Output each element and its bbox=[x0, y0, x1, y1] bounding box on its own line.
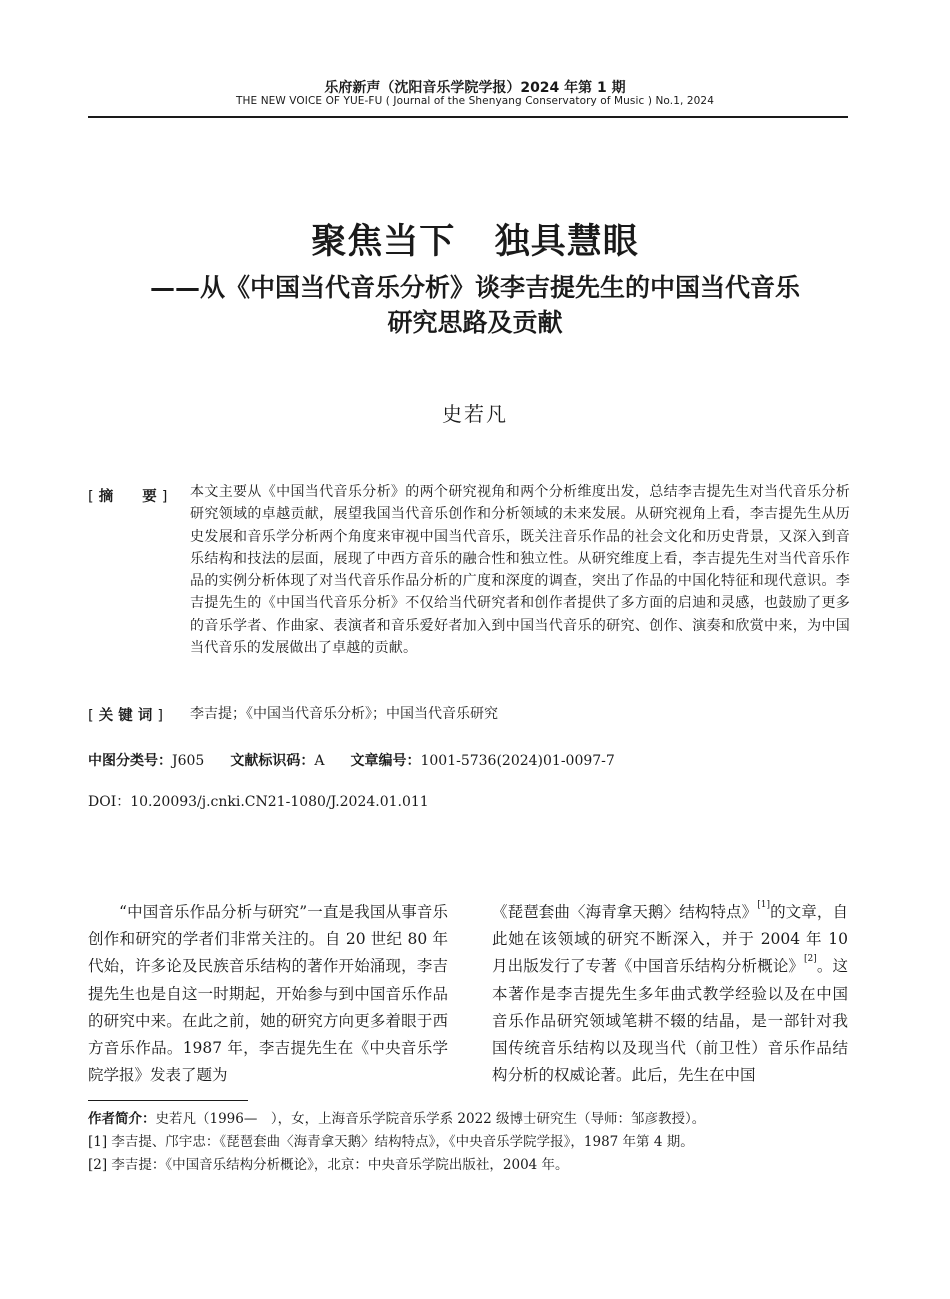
citation-ref-2: [2] bbox=[804, 954, 817, 965]
journal-header-cn: 乐府新声（沈阳音乐学院学报）2024 年第 1 期 bbox=[324, 80, 626, 96]
body-left-column bbox=[88, 899, 448, 1089]
doc-code-label: 文献标识码： bbox=[230, 753, 315, 769]
abstract-label-text: 摘 要 bbox=[98, 489, 157, 505]
body-right-text-3: 。这本著作是李吉提先生多年曲式教学经验以及在中国音乐作品研究领域笔耕不辍的结晶，是一部针对我国传统音乐结构以及现当代（前卫性）音乐作品结构分析的权威论著。此后，先生在中国 bbox=[492, 957, 848, 1085]
article-number-label: 文章编号： bbox=[350, 753, 421, 769]
body-right-text-2: 的文章，自此她在该领域的研究不断深入，并于 2004 年 10 月出版发行了专著《中国音乐结构分析概论》 bbox=[492, 903, 848, 976]
footnote-author-bio bbox=[88, 1107, 705, 1127]
footnote-1: [1] 李吉提、邝宇忠：《琵琶套曲〈海青拿天鹅〉结构特点》，《中央音乐学院学报》，1987 年第 4 期。 bbox=[88, 1134, 694, 1150]
clc-label: 中图分类号： bbox=[88, 753, 172, 769]
author-name: 史若凡 bbox=[442, 402, 508, 426]
clc-value: J605 bbox=[172, 753, 205, 769]
footnote-rule bbox=[88, 1100, 248, 1101]
author-bio-label: 作者简介： bbox=[88, 1111, 156, 1127]
article-subtitle-line2: 研究思路及贡献 bbox=[387, 308, 563, 337]
article-number-value: 1001-5736(2024)01-0097-7 bbox=[420, 753, 615, 769]
article-title: 聚焦当下 独具慧眼 bbox=[311, 222, 639, 262]
doi-row bbox=[88, 791, 429, 811]
footnote-2: [2] 李吉提：《中国音乐结构分析概论》，北京：中央音乐学院出版社，2004 年。 bbox=[88, 1157, 569, 1173]
keywords-label-text: 关 键 词 bbox=[98, 708, 153, 724]
doc-code-value: A bbox=[314, 753, 325, 769]
abstract-text: 本文主要从《中国当代音乐分析》的两个研究视角和两个分析维度出发，总结李吉提先生对当代音乐分析研究领域的卓越贡献，展望我国当代音乐创作和分析领域的未来发展。从研究视角上看，李吉提先生从历史发展和音乐学分析两个角度来审视中国当代音乐，既关注音乐作品的社会文化和历史背景，又深入到音乐结构和技法的层面，展现了中西方音乐的融合性和独立性。从研究维度上看，李吉提先生对当代音乐作品的实例分析体现了对当代音乐作品分析的广度和深度的调查，突出了作品的中国化特征和现代意识。李吉提先生的《中国当代音乐分析》不仅给当代研究者和创作者提供了多方面的启迪和灵感，也鼓励了更多的音乐学者、作曲家、表演者和音乐爱好者加入到中国当代音乐的研究、创作、演奏和欣赏中来，为中国当代音乐的发展做出了卓越的贡献。 bbox=[190, 484, 850, 657]
body-left-text: “中国音乐作品分析与研究”一直是我国从事音乐创作和研究的学者们非常关注的。自 20 世纪 80 年代始，许多论及民族音乐结构的著作开始涌现，李吉提先生也是自这一时期起，开始参与到中国音乐作品的研究中来。在此之前，她的研究方向更多着眼于西方音乐作品。1987 年，李吉提先生在《中央音乐学院学报》发表了题为 bbox=[88, 903, 448, 1085]
body-right-text-1: 《琵琶套曲〈海青拿天鹅〉结构特点》 bbox=[492, 903, 758, 921]
classification-row bbox=[88, 750, 615, 770]
header-rule bbox=[88, 116, 848, 118]
citation-ref-1: [1] bbox=[757, 900, 770, 910]
keywords-label: [ 关 键 词 ] bbox=[88, 708, 164, 724]
journal-header-en: THE NEW VOICE OF YUE-FU ( Journal of the Shenyang Conservatory of Music ) No.1, 2024 bbox=[236, 95, 714, 107]
author-bio-text: 史若凡（1996— ），女，上海音乐学院音乐学系 2022 级博士研究生（导师：邹彦教授）。 bbox=[155, 1111, 706, 1127]
keywords-text: 李吉提；《中国当代音乐分析》；中国当代音乐研究 bbox=[190, 706, 498, 722]
body-right-column bbox=[492, 899, 848, 1089]
doi-label: DOI： bbox=[88, 794, 131, 810]
doi-value: 10.20093/j.cnki.CN21-1080/J.2024.01.011 bbox=[130, 794, 429, 810]
article-subtitle-line1: ——从《中国当代音乐分析》谈李吉提先生的中国当代音乐 bbox=[149, 273, 800, 302]
abstract-label: [ 摘 要 ] bbox=[88, 489, 168, 505]
